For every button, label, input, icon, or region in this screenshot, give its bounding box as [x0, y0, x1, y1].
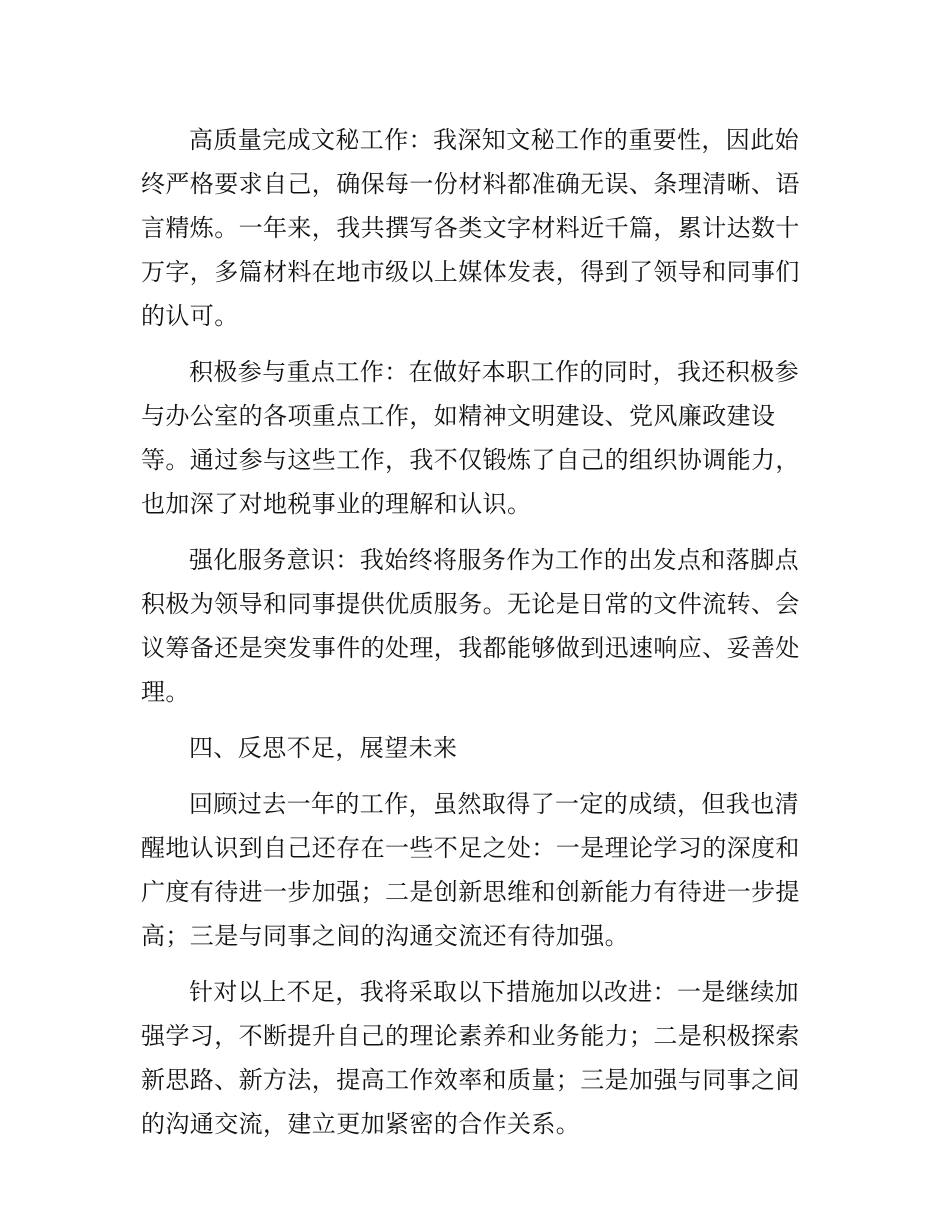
paragraph-shortcomings: 回顾过去一年的工作，虽然取得了一定的成绩，但我也清醒地认识到自己还存在一些不足之处：一是理论学习的深度和广度有待进一步加强；二是创新思维和创新能力有待进一步提高；三是与同事之间的沟通交流还有待加强。 — [141, 790, 800, 950]
paragraph-key-work: 积极参与重点工作：在做好本职工作的同时，我还积极参与办公室的各项重点工作，如精神文明建设、党风廉政建设等。通过参与这些工作，我不仅锻炼了自己的组织协调能力，也加深了对地税事业的理解和认识。 — [141, 358, 800, 518]
paragraph-service-awareness: 强化服务意识：我始终将服务作为工作的出发点和落脚点积极为领导和同事提供优质服务。无论是日常的文件流转、会议筹备还是突发事件的处理，我都能够做到迅速响应、妥善处理。 — [141, 546, 800, 706]
paragraph-secretarial-work: 高质量完成文秘工作：我深知文秘工作的重要性，因此始终严格要求自己，确保每一份材料都准确无误、条理清晰、语言精炼。一年来，我共撰写各类文字材料近千篇，累计达数十万字，多篇材料在地市级以上媒体发表，得到了领导和同事们的认可。 — [141, 126, 800, 330]
section-heading-reflection: 四、反思不足，展望未来 — [189, 734, 458, 762]
paragraph-improvements: 针对以上不足，我将采取以下措施加以改进：一是继续加强学习，不断提升自己的理论素养和业务能力；二是积极探索新思路、新方法，提高工作效率和质量；三是加强与同事之间的沟通交流，建立更加紧密的合作关系。 — [141, 978, 800, 1138]
document-body — [141, 118, 821, 1158]
